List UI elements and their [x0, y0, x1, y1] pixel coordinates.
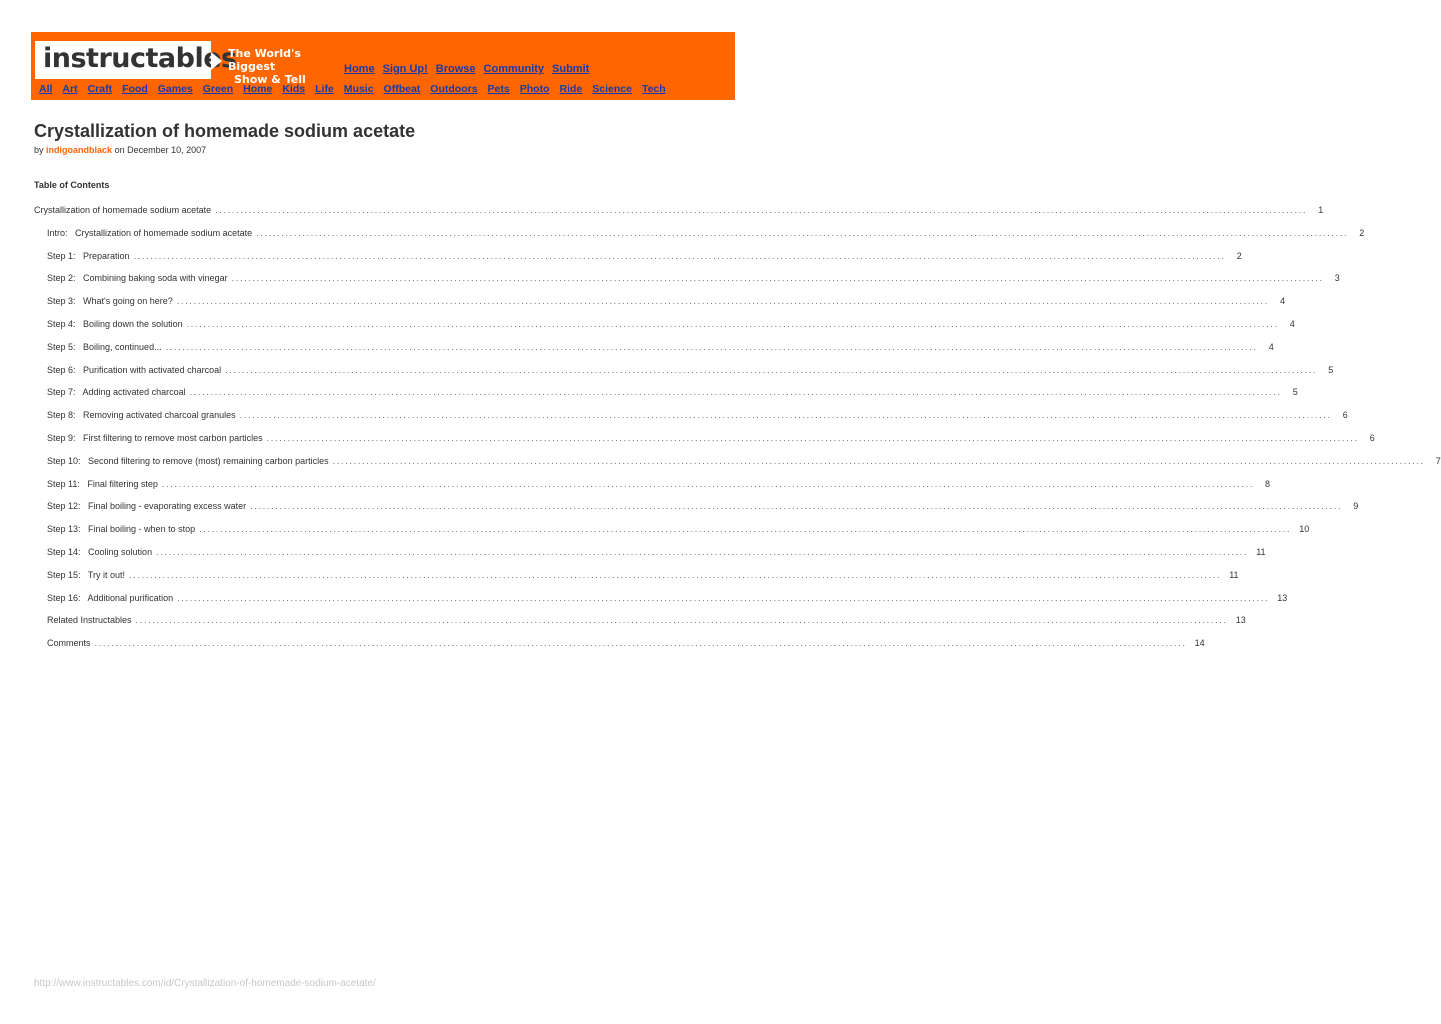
toc-entry-page: 4 [1279, 296, 1285, 307]
toc-entry[interactable] [47, 592, 1288, 604]
toc-entry-page: 3 [1334, 273, 1340, 284]
top-nav-submit[interactable]: Submit [552, 63, 590, 75]
category-offbeat[interactable]: Offbeat [383, 83, 421, 95]
top-nav-sign-up[interactable]: Sign Up! [382, 63, 428, 75]
toc-entry[interactable] [47, 409, 1348, 421]
logo-text: instructables [43, 43, 237, 74]
category-science[interactable]: Science [592, 83, 632, 95]
toc-entry-label: Step 1: Preparation [47, 250, 130, 261]
category-tech[interactable]: Tech [641, 83, 666, 95]
toc-entry-label: Step 6: Purification with activated charcoal [47, 364, 222, 375]
toc-entry[interactable] [47, 546, 1266, 558]
toc-entry[interactable] [47, 386, 1298, 398]
toc-entry[interactable] [47, 272, 1340, 284]
toc-dot-leader: .................................................................................................................................................................................................................................................................... [256, 227, 1349, 238]
toc-entry-label: Comments [47, 638, 91, 649]
toc-entry-page: 5 [1328, 364, 1334, 375]
toc-entry-label: Step 2: Combining baking soda with vinegar [47, 273, 228, 284]
toc-entry-page: 4 [1268, 341, 1274, 352]
category-photo[interactable]: Photo [519, 83, 550, 95]
toc-entry-label: Step 15: Try it out! [47, 569, 126, 580]
toc-dot-leader: .................................................................................................................................................................................................................................................................... [239, 410, 1332, 421]
toc-entry[interactable] [47, 364, 1334, 376]
toc-entry-label: Step 9: First filtering to remove most carbon particles [47, 433, 263, 443]
toc-dot-leader: .................................................................................................................................................................................................................................................................... [177, 592, 1270, 603]
tagline-line-2: Show & Tell [234, 73, 306, 86]
category-all[interactable]: All [39, 83, 53, 95]
toc-dot-leader: .................................................................................................................................................................................................................................................................... [199, 524, 1292, 535]
toc-entry[interactable] [47, 227, 1365, 239]
toc-entry-page: 8 [1265, 478, 1271, 489]
toc-dot-leader: .................................................................................................................................................................................................................................................................... [94, 638, 1187, 649]
category-outdoors[interactable]: Outdoors [430, 83, 478, 95]
category-food[interactable]: Food [122, 83, 148, 95]
toc-entry[interactable] [47, 341, 1274, 353]
toc-entry-label: Step 4: Boiling down the solution [47, 319, 183, 329]
page-title: Crystallization of homemade sodium acetate [34, 121, 416, 141]
toc-dot-leader: .................................................................................................................................................................................................................................................................... [266, 433, 1359, 443]
toc-dot-leader: .................................................................................................................................................................................................................................................................... [129, 569, 1222, 580]
toc-dot-leader: .................................................................................................................................................................................................................................................................... [161, 478, 1255, 489]
toc-entry-page: 13 [1235, 615, 1246, 626]
toc-entry-label: Step 5: Boiling, continued... [47, 341, 162, 352]
category-home[interactable]: Home [243, 83, 273, 95]
toc-entry-page: 9 [1353, 501, 1359, 512]
toc-entry[interactable] [47, 432, 1375, 444]
toc-entry[interactable] [47, 250, 1242, 262]
toc-entry[interactable] [47, 637, 1205, 649]
toc-entry-label: Step 16: Additional purification [47, 592, 174, 603]
top-nav-community[interactable]: Community [483, 63, 545, 75]
toc-entry-page: 6 [1369, 433, 1375, 443]
category-art[interactable]: Art [62, 83, 78, 95]
toc-dot-leader: .................................................................................................................................................................................................................................................................... [231, 273, 1324, 284]
by-label: by [34, 145, 44, 155]
toc-entry-page: 11 [1256, 547, 1266, 557]
toc-dot-leader: .................................................................................................................................................................................................................................................................... [176, 296, 1269, 307]
toc-entry-page: 2 [1236, 250, 1242, 261]
toc-entry-label: Step 14: Cooling solution [47, 547, 153, 557]
toc-entry-label: Intro: Crystallization of homemade sodium acetate [47, 227, 253, 238]
toc-entry[interactable] [47, 478, 1271, 490]
toc-heading: Table of Contents [34, 180, 110, 190]
toc-entry-page: 7 [1435, 455, 1441, 466]
category-life[interactable]: Life [315, 83, 334, 95]
footer-url[interactable]: http://www.instructables.com/id/Crystallization-of-homemade-sodium-acetate/ [34, 978, 376, 989]
toc-entry-label: Step 12: Final boiling - evaporating excess water [47, 501, 247, 512]
toc-dot-leader: .................................................................................................................................................................................................................................................................... [250, 501, 1343, 512]
toc-entry[interactable] [47, 614, 1246, 626]
toc-entry-page: 4 [1289, 319, 1295, 329]
toc-dot-leader: .................................................................................................................................................................................................................................................................... [332, 455, 1425, 466]
toc-entry-page: 2 [1359, 227, 1365, 238]
toc-entry[interactable] [47, 318, 1295, 330]
toc-entry-page: 10 [1299, 524, 1310, 535]
toc-entry-page: 6 [1342, 410, 1348, 421]
toc-dot-leader: .................................................................................................................................................................................................................................................................... [135, 615, 1228, 626]
publish-date: on December 10, 2007 [114, 145, 207, 155]
category-games[interactable]: Games [157, 83, 193, 95]
toc-entry-label: Step 3: What's going on here? [47, 296, 173, 307]
toc-entry[interactable] [47, 523, 1310, 535]
toc-entry-page: 11 [1229, 569, 1239, 580]
toc-entry-page: 14 [1194, 638, 1205, 649]
category-green[interactable]: Green [202, 83, 234, 95]
toc-entry[interactable] [47, 455, 1441, 467]
category-ride[interactable]: Ride [559, 83, 583, 95]
toc-entry-page: 5 [1292, 387, 1298, 398]
toc-entry[interactable] [47, 500, 1359, 512]
toc-entry-page: 13 [1277, 592, 1288, 603]
toc-entry[interactable] [47, 569, 1239, 581]
toc-entry-label: Step 7: Adding activated charcoal [47, 387, 186, 398]
toc-dot-leader: .................................................................................................................................................................................................................................................................... [215, 205, 1308, 215]
top-nav-browse[interactable]: Browse [435, 63, 476, 75]
tagline-line-1: The World's Biggest [228, 47, 301, 73]
toc-entry-label: Crystallization of homemade sodium acetate [34, 205, 212, 215]
toc-entry-label: Step 11: Final filtering step [47, 478, 158, 489]
toc-dot-leader: .................................................................................................................................................................................................................................................................... [225, 364, 1318, 375]
toc-entry-label: Step 13: Final boiling - when to stop [47, 524, 196, 535]
toc-entry[interactable] [34, 204, 1324, 216]
author-link[interactable]: indigoandblack [46, 145, 113, 155]
toc-entry-label: Step 10: Second filtering to remove (most) remaining carbon particles [47, 455, 329, 466]
category-kids[interactable]: Kids [282, 83, 306, 95]
toc-dot-leader: .................................................................................................................................................................................................................................................................... [133, 250, 1226, 261]
toc-entry-page: 1 [1318, 205, 1324, 215]
category-pets[interactable]: Pets [487, 83, 510, 95]
toc-dot-leader: .................................................................................................................................................................................................................................................................... [165, 341, 1258, 352]
toc-dot-leader: .................................................................................................................................................................................................................................................................... [186, 319, 1279, 329]
toc-dot-leader: .................................................................................................................................................................................................................................................................... [189, 387, 1282, 398]
toc-entry-label: Related Instructables [47, 615, 132, 626]
toc-entry[interactable] [47, 295, 1285, 307]
toc-dot-leader: .................................................................................................................................................................................................................................................................... [156, 547, 1249, 557]
toc-entry-label: Step 8: Removing activated charcoal granules [47, 410, 236, 421]
category-music[interactable]: Music [343, 83, 374, 95]
category-craft[interactable]: Craft [87, 83, 113, 95]
top-nav-home[interactable]: Home [344, 63, 375, 75]
